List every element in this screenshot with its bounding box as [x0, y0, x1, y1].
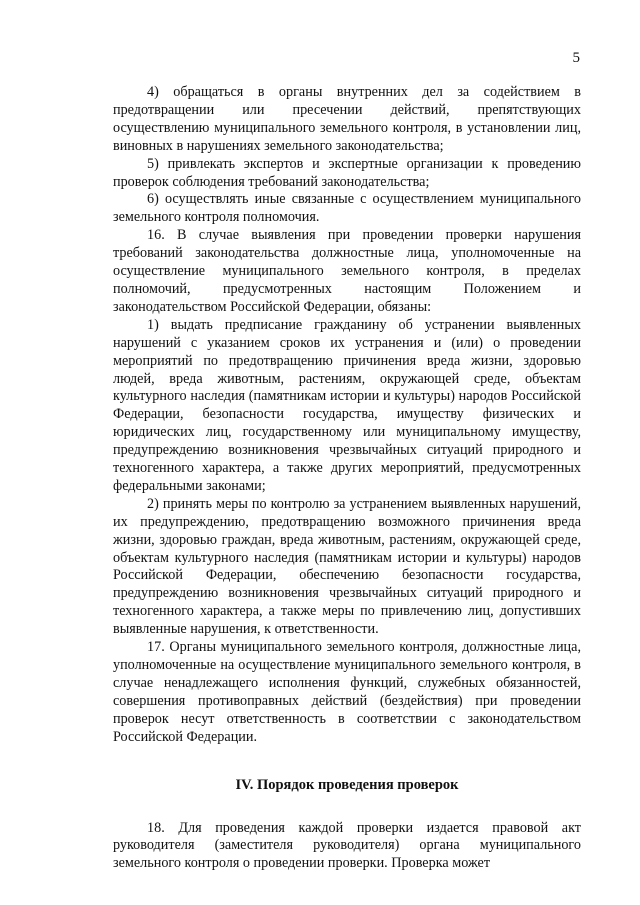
- document-body: [113, 84, 581, 873]
- paragraph-clause-18: 18. Для проведения каждой проверки издается правовой акт руководителя (заместителя руководителя) органа муниципального земельного контроля о проведении проверки. Проверка может: [113, 819, 581, 872]
- page-number: 5: [572, 50, 580, 66]
- paragraph-item-6: 6) осуществлять иные связанные с осуществлением муниципального земельного контроля полномочия.: [113, 191, 581, 226]
- section-heading: IV. Порядок проведения проверок: [235, 776, 459, 793]
- paragraph-clause-17: 17. Органы муниципального земельного контроля, должностные лица, уполномоченные на осуществление муниципального земельного контроля, в случае ненадлежащего исполнения функций, служебных обязанностей, совершения противоправных действий (бездействия) при проведении проверок несут ответственность в соответствии с законодательством Российской Федерации.: [113, 639, 581, 745]
- paragraph-clause-16-item-2: 2) принять меры по контролю за устранением выявленных нарушений, их предупреждению, предотвращению возможного причинения вреда жизни, здоровью граждан, вреда животным, растениям, окружающей среде, объектам культурного наследия (памятникам истории и культуры) народов Российской Федерации, обеспечению безопасности государства, предупреждению возникновения чрезвычайных ситуаций природного и техногенного характера, а также меры по привлечению лиц, допустивших выявленные нарушения, к ответственности.: [113, 495, 581, 638]
- paragraph-clause-16: 16. В случае выявления при проведении проверки нарушения требований законодательства должностные лица, уполномоченные на осуществление муниципального земельного контроля, в пределах полномочий, предусмотренных настоящим Положением и законодательством Российской Федерации, обязаны:: [113, 227, 581, 315]
- paragraph-clause-16-item-1: 1) выдать предписание гражданину об устранении выявленных нарушений с указанием сроков их устранения и (или) о проведении мероприятий по предотвращению причинения вреда жизни, здоровью людей, вреда животным, растениям, окружающей среде, объектам культурного наследия (памятникам истории и культуры) народов Российской Федерации, безопасности государства, имуществу физических и юридических лиц, государственному или муниципальному имуществу, предупреждению возникновения чрезвычайных ситуаций природного и техногенного характера, а также других мероприятий, предусмотренных федеральными законами;: [113, 316, 581, 494]
- paragraph-item-5: 5) привлекать экспертов и экспертные организации к проведению проверок соблюдения требований законодательства;: [113, 155, 581, 190]
- paragraph-item-4: 4) обращаться в органы внутренних дел за содействием в предотвращении или пресечении действий, препятствующих осуществлению муниципального земельного контроля, в установлении лиц, виновных в нарушениях земельного законодательства;: [113, 84, 581, 154]
